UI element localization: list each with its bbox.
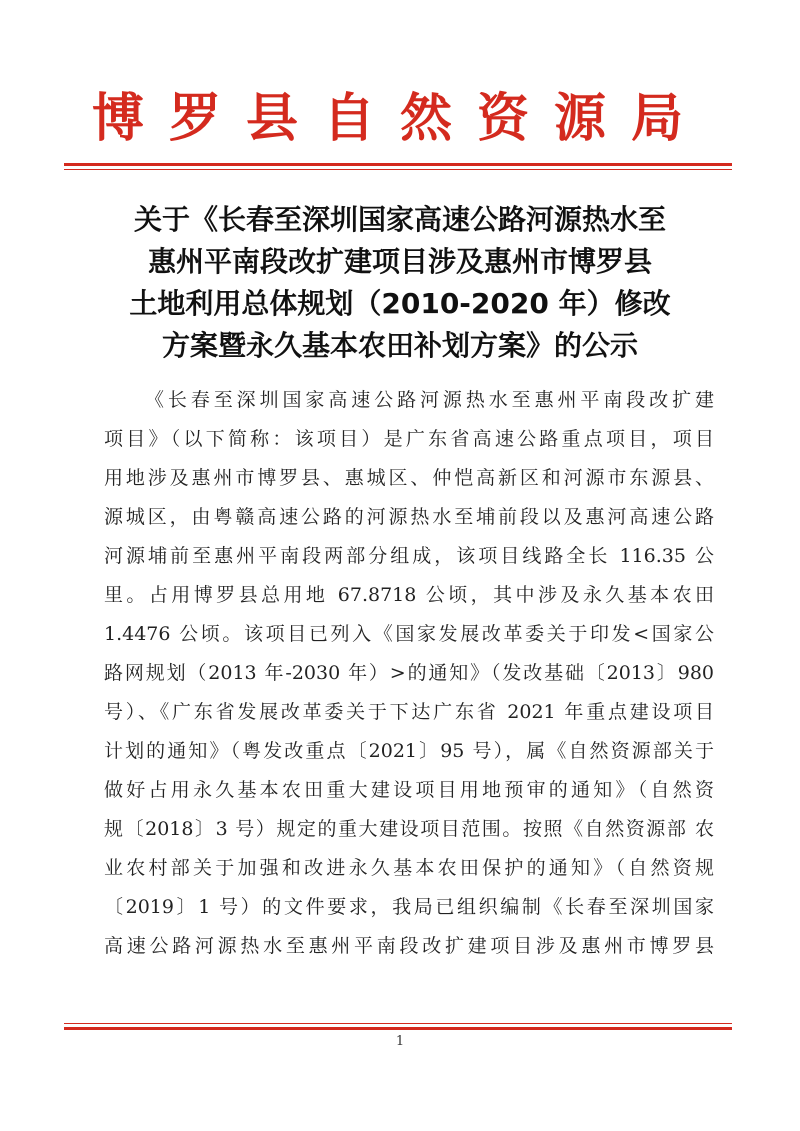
body-line: 河源埔前至惠州平南段两部分组成，该项目线路全长 116.35 公 — [104, 545, 714, 567]
body-line: 用地涉及惠州市博罗县、惠城区、仲恺高新区和河源市东源县、 — [104, 467, 714, 489]
body-line: 项目》（以下简称：该项目）是广东省高速公路重点项目，项目 — [104, 428, 714, 450]
body-line: 高速公路河源热水至惠州平南段改扩建项目涉及惠州市博罗县 — [104, 935, 714, 957]
body-line: 号）、《广东省发展改革委关于下达广东省 2021 年重点建设项目 — [104, 701, 714, 723]
body-line: 计划的通知》（粤发改重点〔2021〕95 号），属《自然资源部关于 — [104, 740, 714, 762]
document-title-line-1: 关于《长春至深圳国家高速公路河源热水至 — [133, 203, 666, 236]
body-line: 源城区，由粤赣高速公路的河源热水至埔前段以及惠河高速公路 — [104, 506, 714, 528]
letterhead-org-name: 博罗县自然资源局 — [91, 88, 708, 149]
footer-rule-thick — [64, 1027, 732, 1030]
letterhead-rule-thin — [64, 169, 732, 170]
body-line: 里。占用博罗县总用地 67.8718 公顷，其中涉及永久基本农田 — [104, 584, 714, 606]
body-line: 《长春至深圳国家高速公路河源热水至惠州平南段改扩建 — [145, 389, 714, 411]
body-line: 1.4476 公顷。该项目已列入《国家发展改革委关于印发<国家公 — [104, 623, 714, 645]
body-line: 路网规划（2013 年-2030 年）>的通知》（发改基础〔2013〕980 — [104, 662, 714, 684]
letterhead-rule-thick — [64, 163, 732, 166]
body-line: 业农村部关于加强和改进永久基本农田保护的通知》（自然资规 — [104, 857, 714, 879]
document-title-line-2: 惠州平南段改扩建项目涉及惠州市博罗县 — [147, 245, 652, 278]
body-line: 规〔2018〕3 号）规定的重大建设项目范围。按照《自然资源部 农 — [104, 818, 714, 840]
body-line: 做好占用永久基本农田重大建设项目用地预审的通知》（自然资 — [104, 779, 714, 801]
document-title-line-3: 土地利用总体规划（2010-2020 年）修改 — [129, 287, 671, 320]
page-number: 1 — [395, 1034, 405, 1049]
footer-rule-thin — [64, 1023, 732, 1024]
document-title-line-4: 方案暨永久基本农田补划方案》的公示 — [161, 329, 638, 362]
body-line: 〔2019〕1 号）的文件要求，我局已组织编制《长春至深圳国家 — [104, 896, 714, 918]
